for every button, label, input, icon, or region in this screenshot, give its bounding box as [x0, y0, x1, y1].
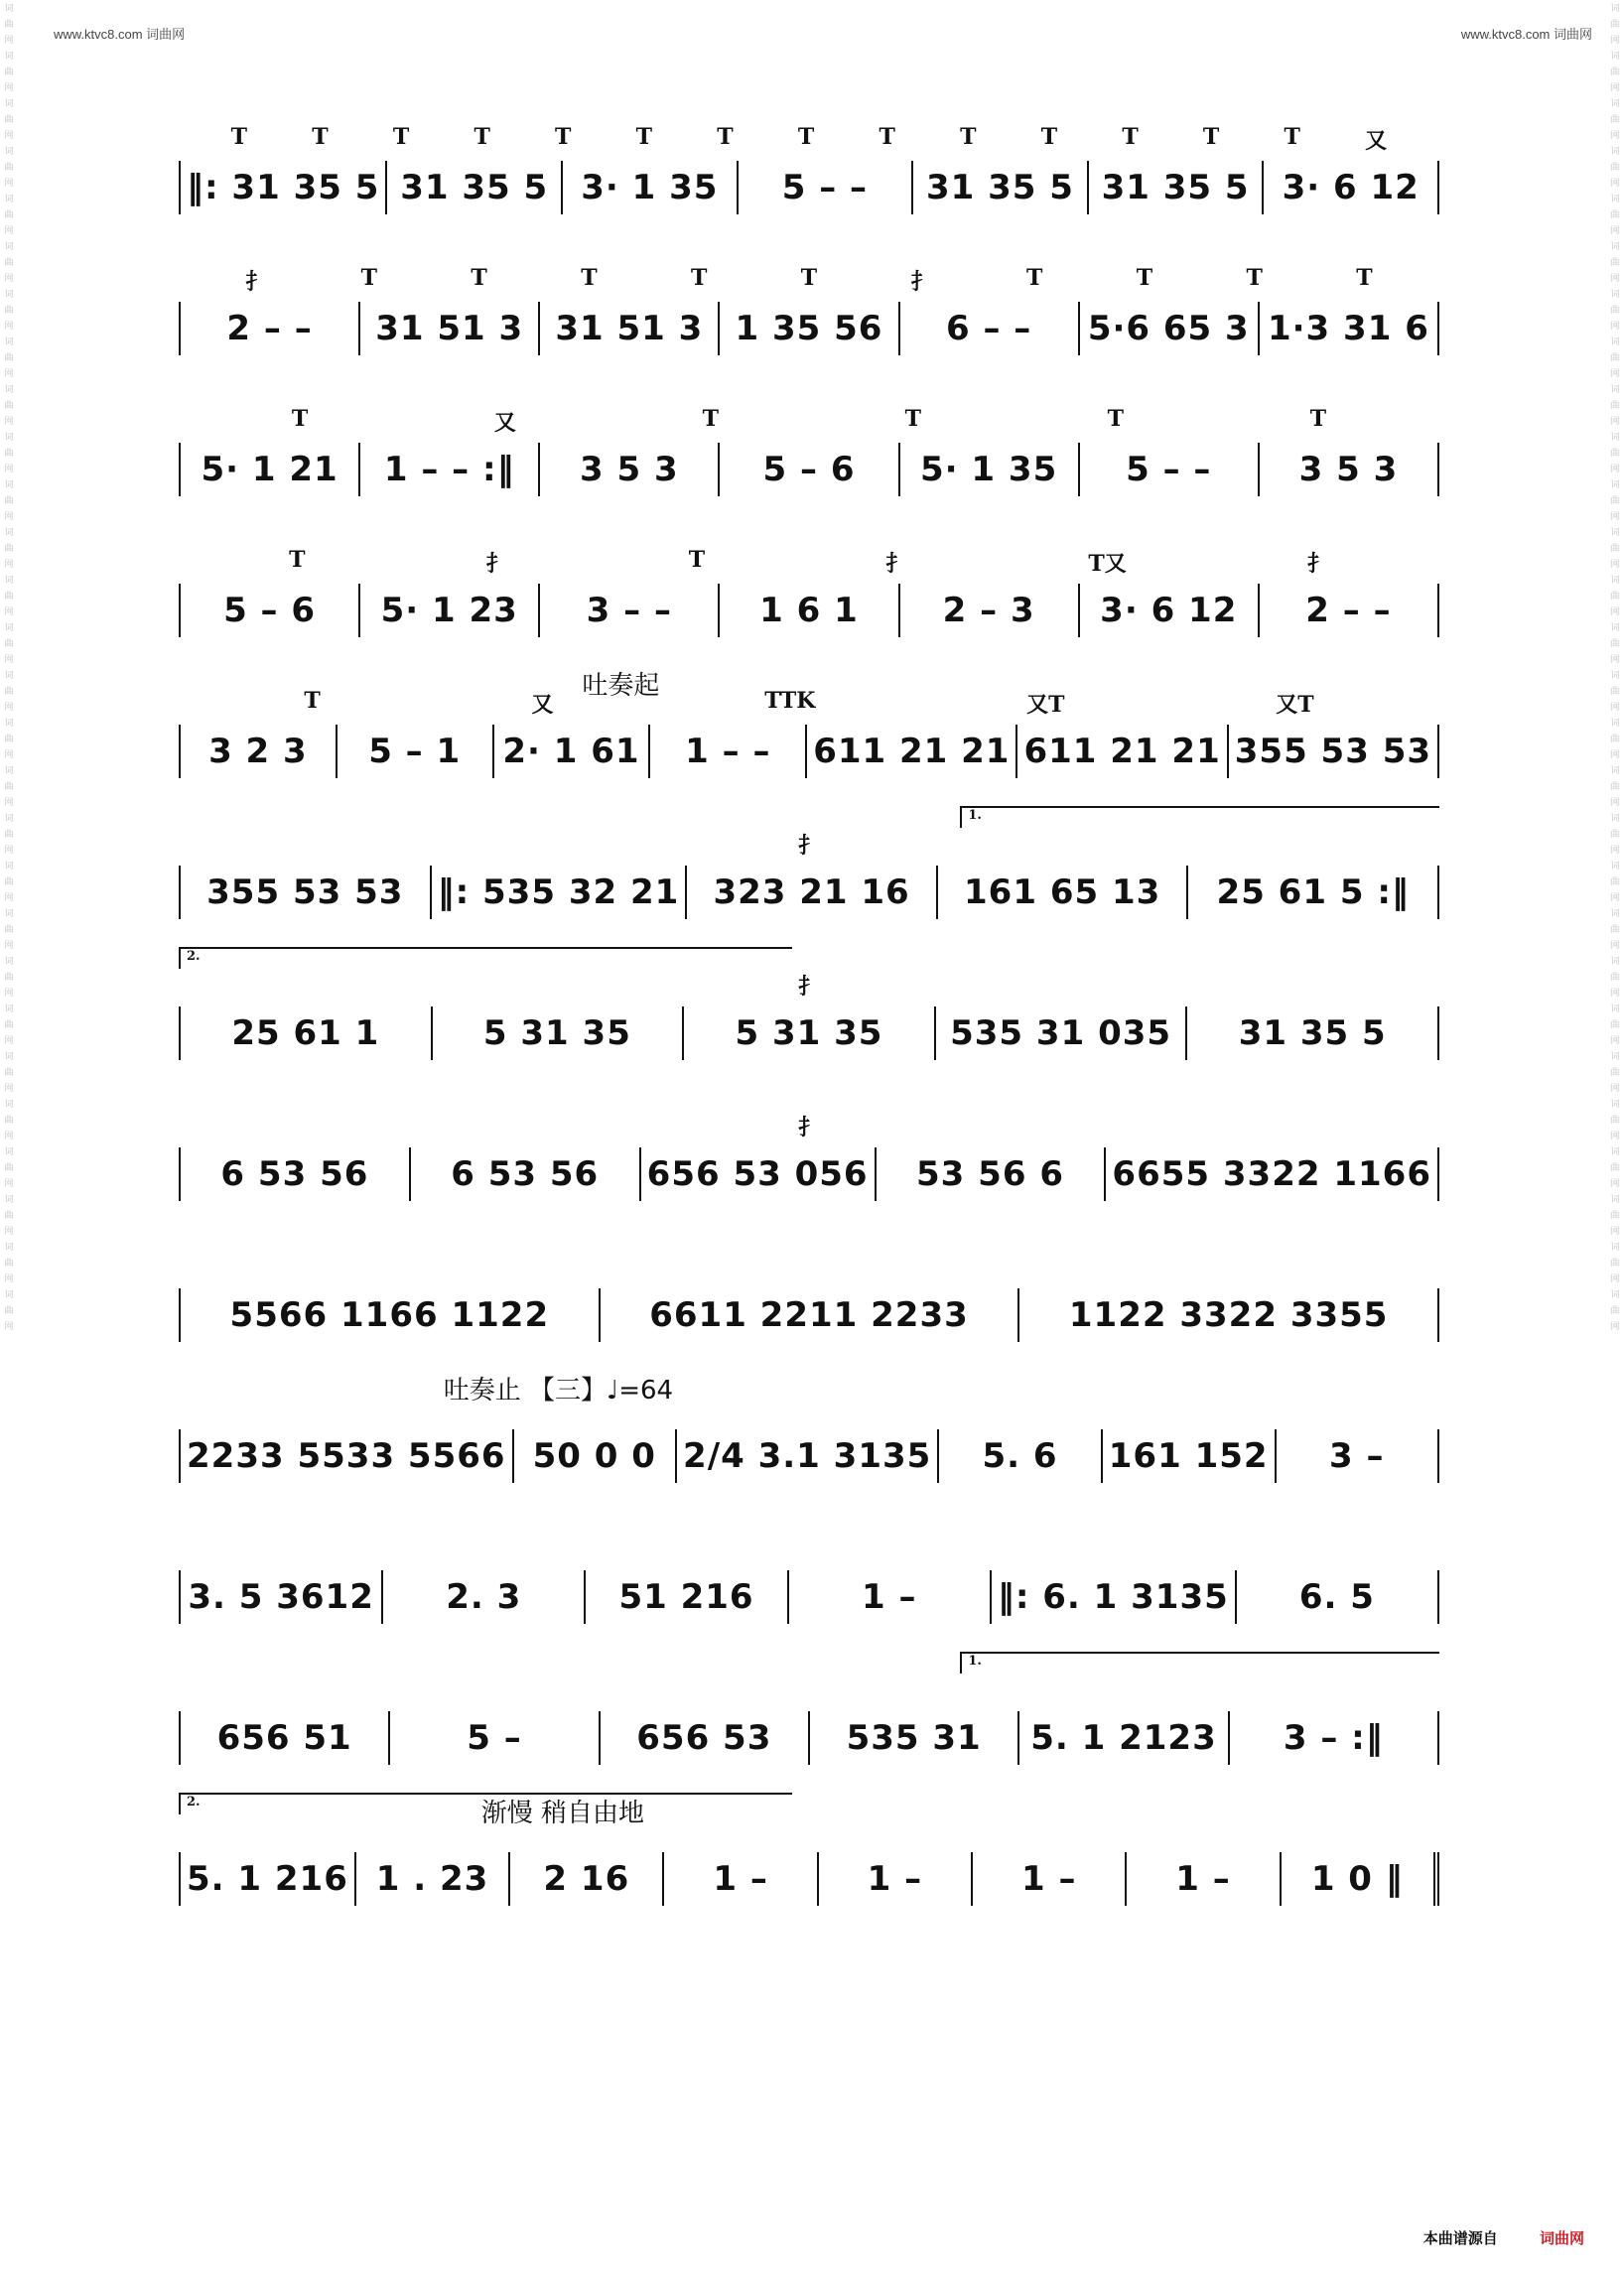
- measure: [1229, 725, 1439, 778]
- articulation-mark: T: [555, 124, 572, 150]
- measure-notes: 5 – –: [1126, 450, 1212, 489]
- measure-notes: 25 61 5 :‖: [1216, 872, 1410, 912]
- measure-notes: 51 216: [618, 1577, 754, 1617]
- side-watermark-right: 词曲网词曲网词曲网词曲网词曲网词曲网词曲网词曲网词曲网词曲网词曲网词曲网词曲网词曲网词曲网词曲网词曲网词曲网词曲网词曲网词曲网词曲网词曲网词曲网词曲网词曲网词曲网词曲网: [1610, 3, 1620, 1331]
- measure-notes: 2 – –: [226, 309, 313, 348]
- measure: [390, 1711, 600, 1765]
- measure-notes: 31 35 5: [400, 168, 549, 207]
- measure-notes: 2233 5533 5566: [187, 1436, 506, 1476]
- measure: [383, 1570, 586, 1624]
- measure-notes: 535 31 035: [950, 1013, 1172, 1053]
- score-system: [179, 1076, 1439, 1217]
- measure-notes: 5· 1 23: [380, 591, 518, 630]
- articulation-mark: T: [291, 406, 309, 432]
- header-url-right[interactable]: www.ktvc8.com 词曲网: [1460, 27, 1592, 42]
- measure: [179, 161, 387, 214]
- measure-notes: 656 51: [216, 1718, 352, 1758]
- articulation-mark: T: [904, 406, 921, 432]
- measure-notes: 2 – 3: [942, 591, 1035, 630]
- measure: [1260, 443, 1439, 496]
- measure: [720, 443, 899, 496]
- score-system: [179, 1781, 1439, 1922]
- measure-notes: 1 6 1: [759, 591, 859, 630]
- measure: [1277, 1429, 1439, 1483]
- measure: [720, 584, 899, 637]
- notation-line: [179, 1431, 1439, 1481]
- volta-bracket: 2.: [179, 1793, 792, 1814]
- measure-notes: 1·3 31 6: [1267, 309, 1429, 348]
- articulation-mark: T: [635, 124, 653, 150]
- measure: [1230, 1711, 1439, 1765]
- measure-notes: 5. 6: [982, 1436, 1058, 1476]
- measure: [433, 1006, 685, 1060]
- measure: [338, 725, 494, 778]
- measure: [586, 1570, 788, 1624]
- measure-notes: 53 56 6: [916, 1154, 1064, 1194]
- measure-notes: 3 – :‖: [1283, 1718, 1384, 1758]
- volta-bracket: 1.: [960, 806, 1439, 828]
- score-system: [179, 1217, 1439, 1358]
- measure-notes: 1 . 23: [375, 1859, 489, 1899]
- measure-notes: 5 –: [467, 1718, 522, 1758]
- articulation-mark: T: [702, 406, 719, 432]
- measure-notes: 5 – 1: [368, 732, 462, 771]
- articulation-mark: T: [1246, 265, 1263, 291]
- measure: [601, 1711, 810, 1765]
- measure: [687, 866, 938, 919]
- measure-notes: 2 16: [543, 1859, 630, 1899]
- measure: [179, 584, 360, 637]
- measure-notes: ‖: 31 35 5: [187, 168, 380, 207]
- articulation-marks: [179, 99, 1439, 159]
- performance-direction: 吐奏起: [582, 671, 660, 701]
- articulation-mark: T: [360, 265, 377, 291]
- articulation-mark: T: [879, 124, 895, 150]
- articulation-mark: 又T: [1276, 692, 1314, 718]
- measure: [1019, 1288, 1439, 1342]
- footer: [1423, 2227, 1584, 2248]
- articulation-mark: T: [797, 124, 815, 150]
- measure: [1103, 1429, 1277, 1483]
- measure: [179, 1147, 411, 1201]
- articulation-mark: 扌: [485, 551, 508, 577]
- header-url-left[interactable]: www.ktvc8.com 词曲网: [54, 27, 186, 42]
- notation-line: [179, 1149, 1439, 1199]
- articulation-marks: [179, 1368, 1439, 1427]
- footer-source-text: 本曲谱源自: [1422, 2230, 1498, 2247]
- articulation-mark: 扌: [797, 1115, 820, 1140]
- articulation-marks: [179, 381, 1439, 441]
- measure-notes: 1 –: [867, 1859, 923, 1899]
- measure: [432, 866, 688, 919]
- articulation-marks: [179, 1086, 1439, 1145]
- measure: [1080, 443, 1260, 496]
- measure-notes: 2. 3: [446, 1577, 522, 1617]
- measure: [1188, 866, 1439, 919]
- measure: [179, 1429, 514, 1483]
- articulation-mark: T: [1040, 124, 1058, 150]
- measure-notes: 1122 3322 3355: [1068, 1295, 1389, 1335]
- measure: [540, 584, 720, 637]
- measure-notes: 5 31 35: [735, 1013, 883, 1053]
- measure: [936, 1006, 1188, 1060]
- measure-notes: 5· 1 21: [201, 450, 338, 489]
- score-system: [179, 653, 1439, 794]
- measure: [387, 161, 563, 214]
- articulation-mark: 又: [1365, 128, 1388, 154]
- measure: [360, 443, 540, 496]
- measure-notes: 535 31: [846, 1718, 982, 1758]
- articulation-marks: [179, 1791, 1439, 1850]
- measure-notes: 2 – –: [1305, 591, 1392, 630]
- measure-notes: 31 51 3: [375, 309, 524, 348]
- measure-notes: ‖: 6. 1 3135: [997, 1577, 1229, 1617]
- volta-bracket: 2.: [179, 947, 792, 969]
- measure-notes: 3 –: [1329, 1436, 1385, 1476]
- notation-line: [179, 727, 1439, 776]
- measure: [664, 1852, 818, 1906]
- side-watermark-left: 词曲网词曲网词曲网词曲网词曲网词曲网词曲网词曲网词曲网词曲网词曲网词曲网词曲网词曲网词曲网词曲网词曲网词曲网词曲网词曲网词曲网词曲网词曲网词曲网词曲网词曲网词曲网词曲网: [4, 3, 14, 1331]
- measure: [540, 302, 720, 355]
- articulation-mark: T: [1122, 124, 1139, 150]
- measure-notes: 6 53 56: [220, 1154, 369, 1194]
- articulation-mark: T: [717, 124, 734, 150]
- articulation-marks: [179, 1227, 1439, 1286]
- measure: [1106, 1147, 1439, 1201]
- measure: [1237, 1570, 1439, 1624]
- measure-notes: 25 61 1: [231, 1013, 380, 1053]
- articulation-mark: T: [1309, 406, 1327, 432]
- measure: [684, 1006, 936, 1060]
- score-system: [179, 1640, 1439, 1781]
- measure: [360, 302, 540, 355]
- articulation-mark: T: [392, 124, 410, 150]
- measure: [179, 1288, 601, 1342]
- score-system: [179, 371, 1439, 512]
- score-system: [179, 935, 1439, 1076]
- articulation-mark: 扌: [885, 551, 908, 577]
- measure-notes: 5566 1166 1122: [229, 1295, 550, 1335]
- measure-notes: 611 21 21: [813, 732, 1011, 771]
- measure-notes: 1 0 ‖: [1310, 1859, 1404, 1899]
- measure: [650, 725, 807, 778]
- measure: [510, 1852, 664, 1906]
- measure: [1017, 725, 1228, 778]
- articulation-mark: T: [471, 265, 487, 291]
- articulation-mark: 扌: [797, 974, 820, 1000]
- measure-notes: 1 –: [713, 1859, 768, 1899]
- measure: [179, 302, 360, 355]
- measure-notes: 1 35 56: [735, 309, 883, 348]
- articulation-mark: T: [1136, 265, 1153, 291]
- articulation-mark: T: [474, 124, 490, 150]
- notation-line: [179, 868, 1439, 917]
- measure-notes: 323 21 16: [713, 872, 910, 912]
- measure-notes: 3· 6 12: [1100, 591, 1238, 630]
- articulation-marks: [179, 1650, 1439, 1709]
- measure: [877, 1147, 1107, 1201]
- measure: [939, 1429, 1102, 1483]
- measure-notes: 31 35 5: [1238, 1013, 1387, 1053]
- measure: [1127, 1852, 1281, 1906]
- measure: [411, 1147, 641, 1201]
- articulation-mark: T: [960, 124, 977, 150]
- articulation-mark: 扌: [245, 269, 268, 295]
- articulation-mark: 又: [493, 410, 516, 436]
- measure-notes: 6655 3322 1166: [1112, 1154, 1431, 1194]
- music-score: [179, 89, 1439, 1922]
- articulation-mark: 又T: [1026, 692, 1065, 718]
- measure-notes: 31 35 5: [926, 168, 1074, 207]
- measure: [360, 584, 540, 637]
- measure: [900, 443, 1080, 496]
- measure-notes: 1 –: [1020, 1859, 1077, 1899]
- measure-notes: 161 152: [1108, 1436, 1269, 1476]
- measure-notes: 6611 2211 2233: [649, 1295, 969, 1335]
- articulation-mark: T: [800, 265, 818, 291]
- measure-notes: 5. 1 2123: [1030, 1718, 1217, 1758]
- measure: [601, 1288, 1020, 1342]
- measure-notes: 31 51 3: [555, 309, 704, 348]
- measure-notes: 31 35 5: [1101, 168, 1250, 207]
- notation-line: [179, 1008, 1439, 1058]
- notation-line: [179, 586, 1439, 635]
- measure: [179, 1852, 356, 1906]
- notation-line: [179, 1290, 1439, 1340]
- articulation-mark: T: [289, 547, 306, 573]
- measure: [739, 161, 914, 214]
- articulation-mark: T: [690, 265, 708, 291]
- notation-line: [179, 445, 1439, 494]
- measure-notes: 3 5 3: [580, 450, 679, 489]
- notation-line: [179, 1713, 1439, 1763]
- measure-notes: 6 53 56: [451, 1154, 600, 1194]
- measure: [1080, 302, 1260, 355]
- measure-notes: 5·6 65 3: [1087, 309, 1250, 348]
- measure: [179, 725, 338, 778]
- measure-notes: 3 5 3: [1298, 450, 1399, 489]
- measure: [900, 584, 1080, 637]
- articulation-mark: T: [230, 124, 247, 150]
- measure: [179, 443, 360, 496]
- measure-notes: 5 – 6: [223, 591, 317, 630]
- measure-notes: 5. 1 216: [187, 1859, 348, 1899]
- measure: [641, 1147, 877, 1201]
- measure: [514, 1429, 677, 1483]
- measure: [1260, 302, 1439, 355]
- articulation-mark: T又: [1088, 551, 1127, 577]
- score-system: [179, 794, 1439, 935]
- measure: [973, 1852, 1127, 1906]
- articulation-marks: [179, 1509, 1439, 1568]
- articulation-marks: [179, 240, 1439, 300]
- measure: [356, 1852, 510, 1906]
- measure: [677, 1429, 939, 1483]
- articulation-mark: 扌: [1306, 551, 1329, 577]
- measure-notes: 611 21 21: [1023, 732, 1221, 771]
- footer-brand-link[interactable]: 词曲网: [1539, 2230, 1584, 2247]
- notation-line: [179, 1854, 1439, 1904]
- measure-notes: 5· 1 35: [920, 450, 1058, 489]
- notation-line: [179, 1572, 1439, 1622]
- articulation-mark: T: [1025, 265, 1043, 291]
- measure: [1187, 1006, 1439, 1060]
- performance-direction: 吐奏止 【三】♩=64: [443, 1376, 674, 1406]
- measure-notes: 1 –: [861, 1577, 917, 1617]
- measure-notes: 355 53 53: [1234, 732, 1432, 771]
- measure-notes: 3 – –: [586, 591, 673, 630]
- measure-notes: 1 – –: [685, 732, 771, 771]
- measure-notes: 1 –: [1175, 1859, 1231, 1899]
- measure: [720, 302, 899, 355]
- notation-line: [179, 163, 1439, 212]
- volta-bracket: 1.: [960, 1652, 1439, 1674]
- score-system: [179, 89, 1439, 230]
- measure: [494, 725, 651, 778]
- articulation-marks: [179, 663, 1439, 723]
- measure-notes: 161 65 13: [964, 872, 1161, 912]
- measure: [179, 1570, 383, 1624]
- articulation-marks: [179, 522, 1439, 582]
- measure-notes: 50 0 0: [532, 1436, 656, 1476]
- measure: [540, 443, 720, 496]
- score-system: [179, 512, 1439, 653]
- score-system: [179, 1358, 1439, 1499]
- performance-direction: 渐慢 稍自由地: [480, 1799, 645, 1828]
- measure: [938, 866, 1189, 919]
- measure-notes: 656 53 056: [646, 1154, 869, 1194]
- measure-notes: 6. 5: [1298, 1577, 1375, 1617]
- measure: [179, 1711, 390, 1765]
- notation-line: [179, 304, 1439, 353]
- measure: [179, 866, 432, 919]
- articulation-mark: 扌: [797, 833, 820, 859]
- articulation-mark: T: [304, 688, 321, 714]
- measure: [819, 1852, 973, 1906]
- articulation-mark: TTK: [764, 688, 816, 714]
- measure-notes: 5 31 35: [482, 1013, 631, 1053]
- measure: [913, 161, 1089, 214]
- measure-notes: 2· 1 61: [502, 732, 640, 771]
- measure-notes: 3. 5 3612: [188, 1577, 374, 1617]
- articulation-marks: [179, 945, 1439, 1005]
- score-system: [179, 230, 1439, 371]
- articulation-mark: T: [312, 124, 329, 150]
- measure: [807, 725, 1017, 778]
- articulation-mark: 又: [531, 692, 554, 718]
- measure: [789, 1570, 992, 1624]
- measure-notes: ‖: 535 32 21: [437, 872, 680, 912]
- measure: [900, 302, 1080, 355]
- articulation-mark: T: [688, 547, 706, 573]
- articulation-mark: T: [1107, 406, 1125, 432]
- articulation-mark: 扌: [910, 269, 933, 295]
- measure-notes: 5 – –: [781, 168, 869, 207]
- measure: [1019, 1711, 1229, 1765]
- measure: [179, 1006, 433, 1060]
- measure-notes: 5 – 6: [762, 450, 856, 489]
- measure-notes: 355 53 53: [206, 872, 404, 912]
- measure-notes: 3 2 3: [208, 732, 308, 771]
- measure-notes: 1 – – :‖: [383, 450, 515, 489]
- articulation-mark: T: [1202, 124, 1220, 150]
- articulation-mark: T: [1284, 124, 1300, 150]
- measure-notes: 3· 6 12: [1282, 168, 1420, 207]
- measure: [1260, 584, 1439, 637]
- score-system: [179, 1499, 1439, 1640]
- measure: [992, 1570, 1237, 1624]
- articulation-mark: T: [581, 265, 598, 291]
- measure: [1089, 161, 1265, 214]
- articulation-mark: T: [1356, 265, 1373, 291]
- measure: [810, 1711, 1019, 1765]
- measure: [563, 161, 739, 214]
- measure-notes: 6 – –: [945, 309, 1032, 348]
- measure-notes: 2/4 3.1 3135: [683, 1436, 932, 1476]
- measure: [1080, 584, 1260, 637]
- measure: [1282, 1852, 1439, 1906]
- articulation-marks: [179, 804, 1439, 864]
- measure-notes: 656 53: [636, 1718, 772, 1758]
- measure-notes: 3· 1 35: [581, 168, 719, 207]
- measure: [1264, 161, 1439, 214]
